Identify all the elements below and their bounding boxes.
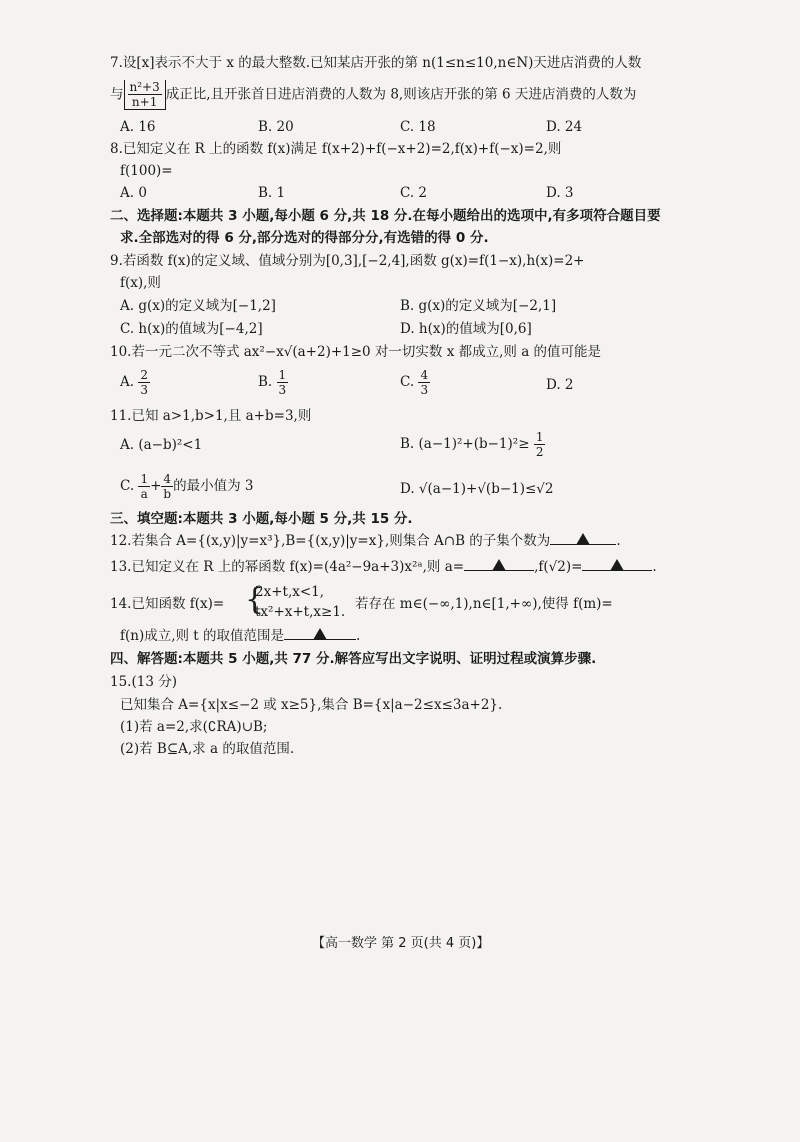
- q10-option-a: [120, 368, 150, 397]
- num: 2: [140, 368, 148, 382]
- q11-option-c: [120, 472, 253, 501]
- q11-c-text: 的最小值为 3: [173, 478, 254, 494]
- q11-b-fraction: [534, 430, 546, 459]
- q7-frac-num: n²+3: [129, 80, 160, 94]
- q15-part1: (1)若 a=2,求(∁RA)∪B;: [120, 719, 268, 735]
- q8-option-a: A. 0: [120, 185, 147, 201]
- q11-text: 11.已知 a>1,b>1,且 a+b=3,则: [110, 408, 312, 424]
- q7-with: 与: [110, 86, 124, 103]
- q15-part2: (2)若 B⊆A,求 a 的取值范围.: [120, 741, 295, 757]
- num: 1: [278, 368, 287, 382]
- q10-c-fraction: [418, 368, 430, 397]
- q8-line2: f(100)=: [120, 163, 173, 179]
- den: 3: [278, 383, 287, 397]
- num: 1: [140, 472, 149, 486]
- den: 3: [140, 383, 148, 397]
- q9-line1: 9.若函数 f(x)的定义域、值域分别为[0,3],[−2,4],函数 g(x)=f(1−x),h(x)=2+: [110, 253, 585, 269]
- q10-a-label: A.: [120, 374, 135, 390]
- q10-b-fraction: [277, 368, 289, 397]
- q11-option-a: A. (a−b)²<1: [120, 437, 203, 453]
- q7-line2-text: 成正比,且开张首日进店消费的人数为 8,则该店开张的第 6 天进店消费的人数为: [165, 86, 637, 103]
- q12-text: 12.若集合 A={(x,y)|y=x³},B={(x,y)|y=x},则集合 A∩B 的子集个数为: [110, 533, 551, 549]
- q7-option-a: A. 16: [120, 119, 156, 135]
- answer-blank[interactable]: [284, 625, 356, 640]
- q7-line2: [110, 80, 636, 110]
- q11-c-label: C.: [120, 478, 135, 494]
- page-footer: 【高一数学 第 2 页(共 4 页)】: [312, 936, 490, 951]
- section2-line2: 求.全部选对的得 6 分,部分选对的得部分分,有选错的得 0 分.: [120, 230, 489, 246]
- q10-option-c: [400, 368, 430, 397]
- q14-piece1: 2x+t,x<1,: [255, 584, 325, 600]
- section2-line1: 二、选择题:本题共 3 小题,每小题 6 分,共 18 分.在每小题给出的选项中,有多项符合题目要: [110, 208, 661, 224]
- q9-option-d: D. h(x)的值域为[0,6]: [400, 321, 532, 337]
- q8-line1: 8.已知定义在 R 上的函数 f(x)满足 f(x+2)+f(−x+2)=2,f(x)+f(−x)=2,则: [110, 141, 562, 157]
- q13-end: .: [652, 559, 657, 575]
- q7-line1: 7.设[x]表示不大于 x 的最大整数.已知某店开张的第 n(1≤n≤10,n∈N)天进店消费的人数: [110, 55, 642, 71]
- q10-b-label: B.: [258, 374, 273, 390]
- q14-line2-text: f(n)成立,则 t 的取值范围是: [120, 628, 285, 644]
- triangle-icon: [610, 559, 624, 571]
- floor-bracket: [124, 80, 166, 110]
- q14-piece2: tx²+x+t,x≥1.: [255, 604, 346, 620]
- den: 2: [535, 445, 544, 459]
- q13-mid: ,f(√2)=: [534, 559, 583, 575]
- q11-option-d: D. √(a−1)+√(b−1)≤√2: [400, 481, 554, 497]
- den: a: [140, 487, 148, 501]
- q11-c-frac1: [138, 472, 150, 501]
- piecewise-brace: {: [245, 582, 265, 617]
- q9-option-c: C. h(x)的值域为[−4,2]: [120, 321, 263, 337]
- q10-option-b: [258, 368, 288, 397]
- q12-period: .: [616, 533, 621, 549]
- q7-option-c: C. 18: [400, 119, 436, 135]
- q10-text: 10.若一元二次不等式 ax²−x√(a+2)+1≥0 对一切实数 x 都成立,则 a 的值可能是: [110, 344, 602, 360]
- q14-line2: [120, 625, 360, 647]
- q7-fraction: [128, 80, 162, 109]
- q8-option-c: C. 2: [400, 185, 428, 201]
- num: 1: [535, 430, 544, 444]
- triangle-icon: [576, 533, 590, 545]
- q7-option-d: D. 24: [546, 119, 583, 135]
- q14-pre: 14.已知函数 f(x)=: [110, 596, 225, 612]
- q11-c-frac2: [161, 472, 173, 501]
- q13-text: 13.已知定义在 R 上的幂函数 f(x)=(4a²−9a+3)x²ᵃ,则 a=: [110, 559, 465, 575]
- q9-line2: f(x),则: [120, 275, 161, 291]
- q14-period: .: [356, 628, 361, 644]
- num: 4: [161, 472, 173, 487]
- q12-line: [110, 530, 621, 552]
- q11-b-text: B. (a−1)²+(b−1)²≥: [400, 436, 530, 452]
- answer-blank-f[interactable]: [582, 556, 652, 571]
- q13-line: [110, 556, 657, 578]
- triangle-icon: [492, 559, 506, 571]
- q14-post: 若存在 m∈(−∞,1),n∈[1,+∞),使得 f(m)=: [355, 596, 613, 612]
- section4-heading: 四、解答题:本题共 5 小题,共 77 分.解答应写出文字说明、证明过程或演算步骤.: [110, 651, 597, 667]
- num: 4: [420, 368, 429, 382]
- q7-frac-den: n+1: [131, 95, 158, 109]
- q10-c-label: C.: [400, 374, 415, 390]
- triangle-icon: [313, 628, 327, 640]
- answer-blank-a[interactable]: [464, 556, 534, 571]
- q8-option-d: D. 3: [546, 185, 574, 201]
- plus: +: [150, 478, 162, 494]
- q15-line1: 已知集合 A={x|x≤−2 或 x≥5},集合 B={x|a−2≤x≤3a+2}.: [120, 697, 503, 713]
- q11-option-b: [400, 430, 545, 459]
- q8-option-b: B. 1: [258, 185, 286, 201]
- answer-blank[interactable]: [550, 530, 616, 545]
- section3-heading: 三、填空题:本题共 3 小题,每小题 5 分,共 15 分.: [110, 511, 413, 527]
- den: 3: [420, 383, 429, 397]
- q10-a-fraction: [138, 368, 150, 397]
- q10-option-d: D. 2: [546, 377, 574, 393]
- q7-option-b: B. 20: [258, 119, 294, 135]
- q9-option-a: A. g(x)的定义域为[−1,2]: [120, 298, 276, 314]
- den: b: [163, 487, 172, 501]
- q15-head: 15.(13 分): [110, 674, 177, 690]
- q9-option-b: B. g(x)的定义域为[−2,1]: [400, 298, 557, 314]
